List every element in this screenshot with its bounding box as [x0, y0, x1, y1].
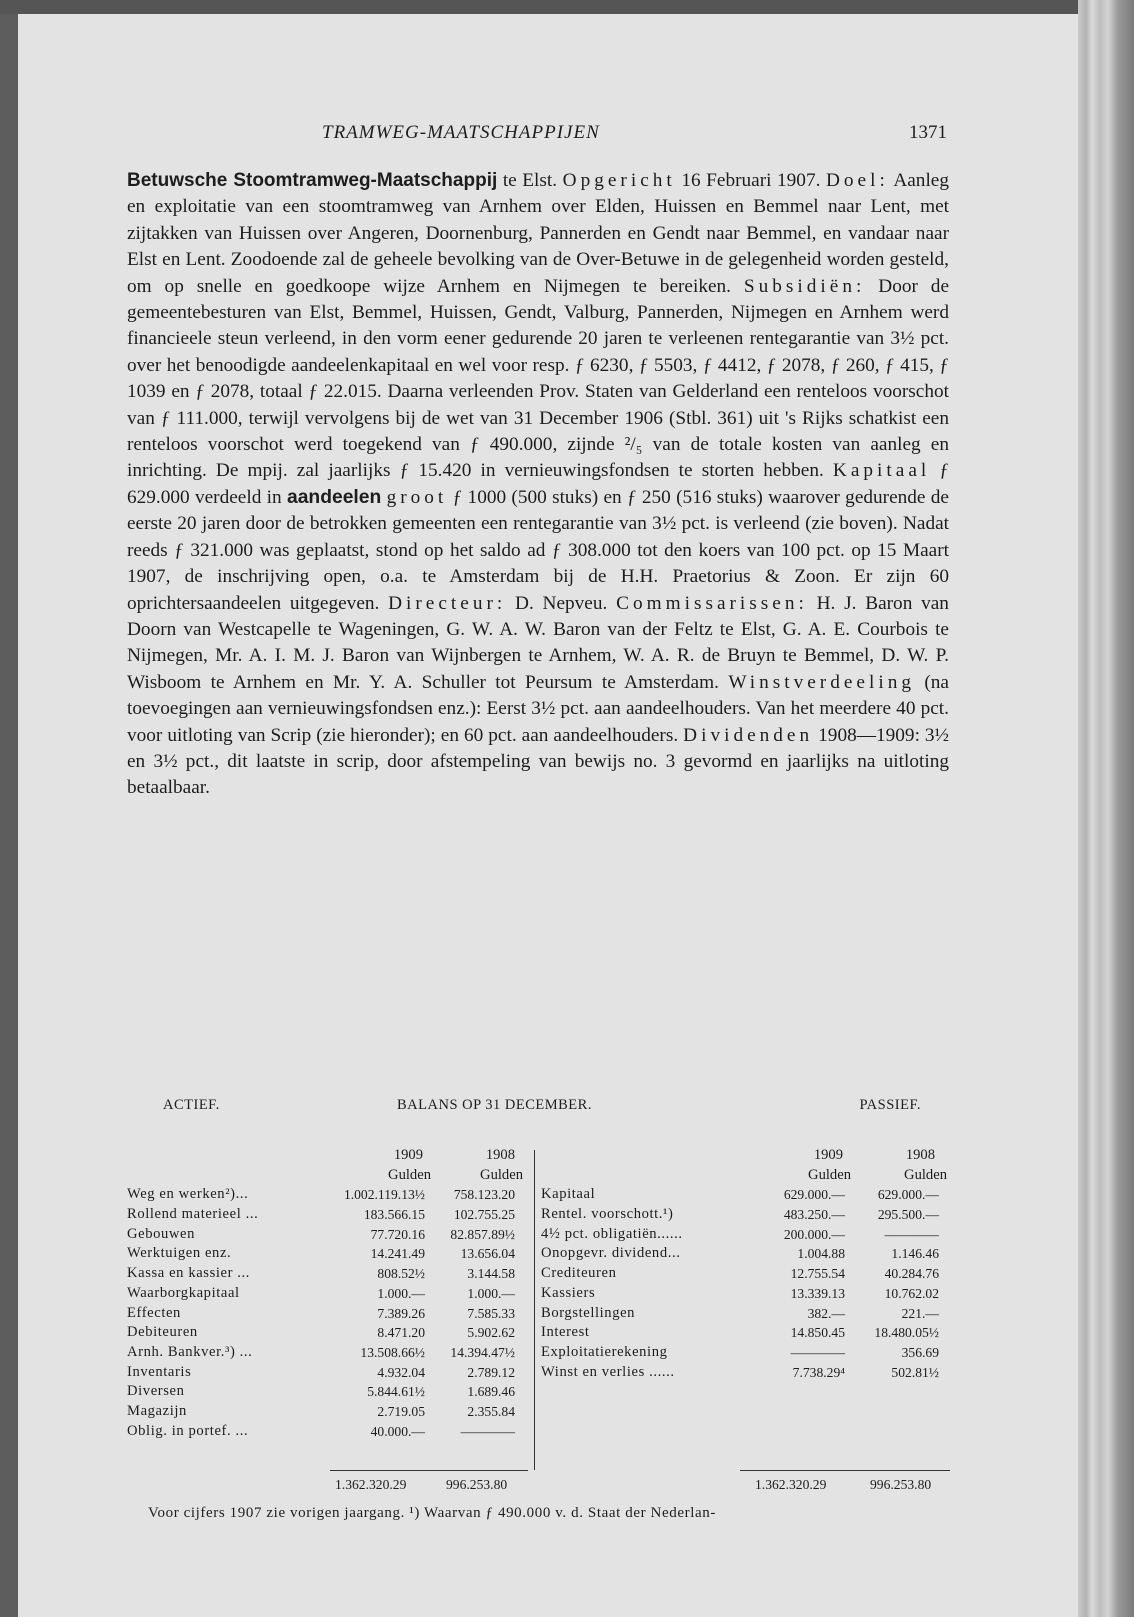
passief-label: Crediteuren [541, 1265, 617, 1282]
actief-value-1908: 7.585.33 [467, 1305, 515, 1321]
actief-value-1909: 8.471.20 [377, 1325, 425, 1341]
running-title: TRAMWEG-MAATSCHAPPIJEN [322, 122, 600, 143]
actief-row [127, 1225, 527, 1245]
passief-title: PASSIEF. [859, 1097, 921, 1113]
winstverdeeling-text: (na toevoegingen aan vernieuwingsfondsen enz.): Eerst 3½ pct. aan aandeelhouders. Van het meerdere 40 pct. voor uitloting van Scrip (zie hieronder); en 60 pct. aan aandeelhouders. [127, 671, 949, 746]
passief-value-1909: 7.738.29⁴ [792, 1364, 845, 1380]
groot-keyword: groot [386, 486, 448, 508]
actief-row [127, 1402, 527, 1422]
actief-label: Werktuigen enz. [127, 1245, 232, 1262]
subsidien-keyword: Subsidiën: [743, 275, 866, 297]
actief-row [127, 1244, 527, 1264]
actief-value-1909: 1.000.— [377, 1285, 425, 1301]
actief-value-1909: 2.719.05 [377, 1403, 425, 1419]
actief-label: Inventaris [127, 1363, 192, 1380]
actief-value-1908: 3.144.58 [467, 1266, 515, 1282]
opgericht-text: 16 Februari 1907. [681, 170, 821, 191]
passief-value-1909: 483.250.— [783, 1207, 845, 1223]
actief-label: Magazijn [127, 1402, 187, 1419]
footnote: Voor cijfers 1907 zie vorigen jaargang. ¹) Waarvan ƒ 490.000 v. d. Staat der Nederlan- [148, 1505, 716, 1521]
balance-heading [163, 1097, 921, 1119]
actief-label: Gebouwen [127, 1225, 196, 1242]
actief-value-1908: 14.394.47½ [450, 1344, 515, 1360]
groot-text: ƒ 1000 (500 stuks) en ƒ 250 (516 stuks) waarover gedurende de eerste 20 jaren door de betrokken gemeenten een rentegarantie van 3½ pct. is verleend (zie boven). Nadat reeds ƒ 321.000 was geplaatst, stond op het saldo ad ƒ 308.000 tot den koers van 100 pct. op 15 Maart 1907, de inschrijving open, o.a. te Amsterdam bij de H.H. Praetorius & Zoon. Er zijn 60 oprichtersaandeelen uitgegeven. [127, 486, 949, 614]
company-location: te Elst. [502, 170, 558, 191]
actief-row [127, 1205, 527, 1225]
commissarissen-text: H. J. Baron van Doorn van Westcapelle te Wageningen, G. W. A. W. Baron van der Feltz te Elst, G. A. E. Courbois te Nijmegen, Mr. A. I. M. J. Baron van Wijnbergen te Arnhem, W. A. R. de Bruyn te Bemmel, D. W. P. Wisboom te Arnhem en Mr. Y. A. Schuller tot Peursum te Amsterdam. [127, 592, 949, 693]
passief-value-1909: 1.004.88 [797, 1246, 845, 1262]
passief-value-1908: 295.500.— [877, 1207, 939, 1223]
actief-value-1908: 2.789.12 [467, 1364, 515, 1380]
actief-value-1908: 102.755.25 [453, 1207, 515, 1223]
balance-divider [534, 1150, 535, 1470]
actief-total-1909: 1.362.320.29 [335, 1477, 407, 1492]
passief-unit-1909: Gulden [808, 1166, 851, 1183]
passief-value-1908: 629.000.— [877, 1187, 939, 1203]
doel-keyword: Doel: [825, 170, 889, 191]
winstverdeeling-keyword: Winstverdeeling [728, 671, 915, 693]
passief-value-1908: 356.69 [901, 1344, 939, 1360]
balance-title: BALANS OP 31 DECEMBER. [397, 1097, 592, 1113]
actief-label: Weg en werken²)... [127, 1186, 249, 1203]
passief-label: Winst en verlies ...... [541, 1363, 675, 1380]
actief-value-1909: 14.241.49 [370, 1246, 425, 1262]
actief-row [127, 1264, 527, 1284]
actief-value-1908: 1.000.— [467, 1285, 515, 1301]
actief-label: Debiteuren [127, 1324, 198, 1341]
actief-value-1909: 183.566.15 [363, 1207, 425, 1223]
passief-table [541, 1146, 947, 1382]
dividenden-text: 1908—1909: 3½ en 3½ pct., dit laatste in scrip, door afstempeling van bewijs no. 3 gevormd en jaarlijks na uitloting betaalbaar. [127, 724, 950, 799]
scan-top-border [0, 0, 1134, 14]
actief-label: Rollend materieel ... [127, 1206, 259, 1223]
passief-value-1908: 10.762.02 [884, 1285, 939, 1301]
actief-row [127, 1343, 527, 1363]
actief-row [127, 1382, 527, 1402]
passief-value-1909: 13.339.13 [790, 1285, 845, 1301]
passief-value-1908: 221.— [901, 1305, 939, 1321]
actief-unit-row [127, 1166, 527, 1186]
passief-total-1908: 996.253.80 [870, 1477, 932, 1492]
kapitaal-keyword: Kapitaal [832, 460, 931, 482]
passief-total-rule [740, 1470, 950, 1471]
actief-value-1908: 13.656.04 [460, 1246, 515, 1262]
actief-year-row [127, 1146, 527, 1166]
passief-label: Exploitatierekening [541, 1343, 668, 1360]
passief-value-1908: 502.81½ [891, 1364, 939, 1380]
actief-value-1908: ———— [460, 1423, 515, 1439]
actief-year-1908: 1908 [485, 1147, 515, 1163]
actief-value-1908: 758.123.20 [453, 1187, 515, 1203]
actief-total-rule [330, 1470, 528, 1471]
directeur-text: D. Nepveu. [515, 592, 608, 614]
actief-row [127, 1323, 527, 1343]
passief-row [541, 1185, 947, 1205]
passief-row [541, 1244, 947, 1264]
page-header [322, 120, 947, 150]
passief-year-1908: 1908 [905, 1147, 935, 1163]
passief-row [541, 1323, 947, 1343]
actief-value-1909: 77.720.16 [370, 1226, 425, 1242]
passief-value-1908: ———— [884, 1226, 939, 1242]
actief-row [127, 1363, 527, 1383]
passief-value-1909: 629.000.— [783, 1187, 845, 1203]
actief-total-1908: 996.253.80 [446, 1477, 508, 1492]
dividenden-keyword: Dividenden [683, 724, 814, 746]
actief-row [127, 1284, 527, 1304]
passief-value-1909: 382.— [807, 1305, 845, 1321]
actief-value-1908: 5.902.62 [467, 1325, 515, 1341]
passief-unit-row [541, 1166, 947, 1186]
passief-label: 4½ pct. obligatiën...... [541, 1225, 683, 1242]
subsidien-text: Door de gemeentebesturen van Elst, Bemmel, Huissen, Gendt, Valburg, Pannerden, Nijmegen en Arnhem werd financieele steun verleend, in den vorm eener gedurende 20 jaren te verleenen rentegarantie van 3½ pct. over het benoodigde aandeelenkapitaal en wel voor resp. ƒ 6230, ƒ 5503, ƒ 4412, ƒ 2078, ƒ 260, ƒ 415, ƒ 1039 en ƒ 2078, totaal ƒ 22.015. Daarna verleenden Prov. Staten van Gelderland een renteloos voorschot van ƒ 111.000, terwijl vervolgens bij de wet van 31 December 1906 (Stbl. 361) uit 's Rijks schatkist een renteloos voorschot werd toegekend van ƒ 490.000, zijnde ²/₅ van de totale kosten van aanleg en inrichting. De mpij. zal jaarlijks ƒ 15.420 in vernieuwingsfondsen te storten hebben. [127, 275, 949, 482]
passief-label: Rentel. voorschott.¹) [541, 1206, 674, 1223]
passief-label: Kapitaal [541, 1186, 596, 1203]
passief-value-1909: 14.850.45 [790, 1325, 845, 1341]
actief-value-1909: 4.932.04 [377, 1364, 425, 1380]
actief-value-1908: 82.857.89½ [450, 1226, 515, 1242]
passief-total-1909: 1.362.320.29 [755, 1477, 827, 1492]
actief-label: Effecten [127, 1304, 181, 1321]
passief-row [541, 1205, 947, 1225]
actief-row [127, 1422, 527, 1442]
page-number: 1371 [909, 122, 947, 143]
passief-value-1909: 200.000.— [783, 1226, 845, 1242]
passief-label: Interest [541, 1324, 590, 1341]
passief-year-1909: 1909 [813, 1147, 843, 1163]
company-entry [127, 168, 949, 802]
passief-row [541, 1225, 947, 1245]
actief-value-1908: 2.355.84 [467, 1403, 515, 1419]
doel-text: Aanleg en exploitatie van een stoomtramweg van Arnhem over Elden, Huissen en Bemmel naar Lent, met zijtakken van Huissen over Angeren, Doornenburg, Pannerden en Gendt naar Bemmel, en vandaar naar Elst en Lent. Zoodoende zal de geheele bevolking van de Over-Betuwe in de gelegenheid worden gesteld, om op snelle en goedkoope wijze Arnhem en Nijmegen te bereiken. [127, 170, 950, 297]
actief-table [127, 1146, 527, 1441]
actief-title: ACTIEF. [163, 1097, 220, 1113]
opgericht-keyword: Opgericht [562, 170, 676, 191]
passief-label: Onopgevr. dividend... [541, 1245, 681, 1262]
commissarissen-keyword: Commissarissen: [616, 592, 808, 614]
actief-label: Arnh. Bankver.³) ... [127, 1343, 253, 1360]
kapitaal-text: ƒ 629.000 verdeeld in [127, 460, 949, 508]
actief-value-1909: 13.508.66½ [360, 1344, 425, 1360]
passief-unit-1908: Gulden [904, 1166, 947, 1183]
company-name: Betuwsche Stoomtramweg-Maatschappij [127, 170, 498, 191]
aandeelen-keyword: aandeelen [286, 486, 382, 508]
actief-value-1909: 7.389.26 [377, 1305, 425, 1321]
actief-value-1909: 40.000.— [370, 1423, 425, 1439]
actief-label: Oblig. in portef. ... [127, 1422, 249, 1439]
actief-unit-1908: Gulden [480, 1166, 523, 1183]
passief-row [541, 1363, 947, 1383]
passief-row [541, 1304, 947, 1324]
passief-row [541, 1284, 947, 1304]
actief-year-1909: 1909 [393, 1147, 423, 1163]
actief-row [127, 1185, 527, 1205]
actief-label: Waarborgkapitaal [127, 1284, 240, 1301]
actief-value-1909: 5.844.61½ [367, 1384, 425, 1400]
passief-label: Borgstellingen [541, 1304, 636, 1321]
actief-value-1909: 1.002.119.13½ [343, 1187, 425, 1203]
passief-year-row [541, 1146, 947, 1166]
actief-row [127, 1304, 527, 1324]
actief-value-1909: 808.52½ [377, 1266, 425, 1282]
passief-value-1908: 18.480.05½ [874, 1325, 939, 1341]
actief-unit-1909: Gulden [388, 1166, 431, 1183]
passief-label: Kassiers [541, 1284, 596, 1301]
actief-value-1908: 1.689.46 [467, 1384, 515, 1400]
passief-value-1909: ———— [790, 1344, 845, 1360]
page-edge [1078, 0, 1134, 1617]
directeur-keyword: Directeur: [388, 592, 507, 614]
passief-value-1909: 12.755.54 [790, 1266, 845, 1282]
actief-label: Diversen [127, 1383, 185, 1400]
actief-label: Kassa en kassier ... [127, 1265, 251, 1282]
passief-value-1908: 40.284.76 [884, 1266, 939, 1282]
passief-row [541, 1264, 947, 1284]
passief-row [541, 1343, 947, 1363]
passief-value-1908: 1.146.46 [891, 1246, 939, 1262]
